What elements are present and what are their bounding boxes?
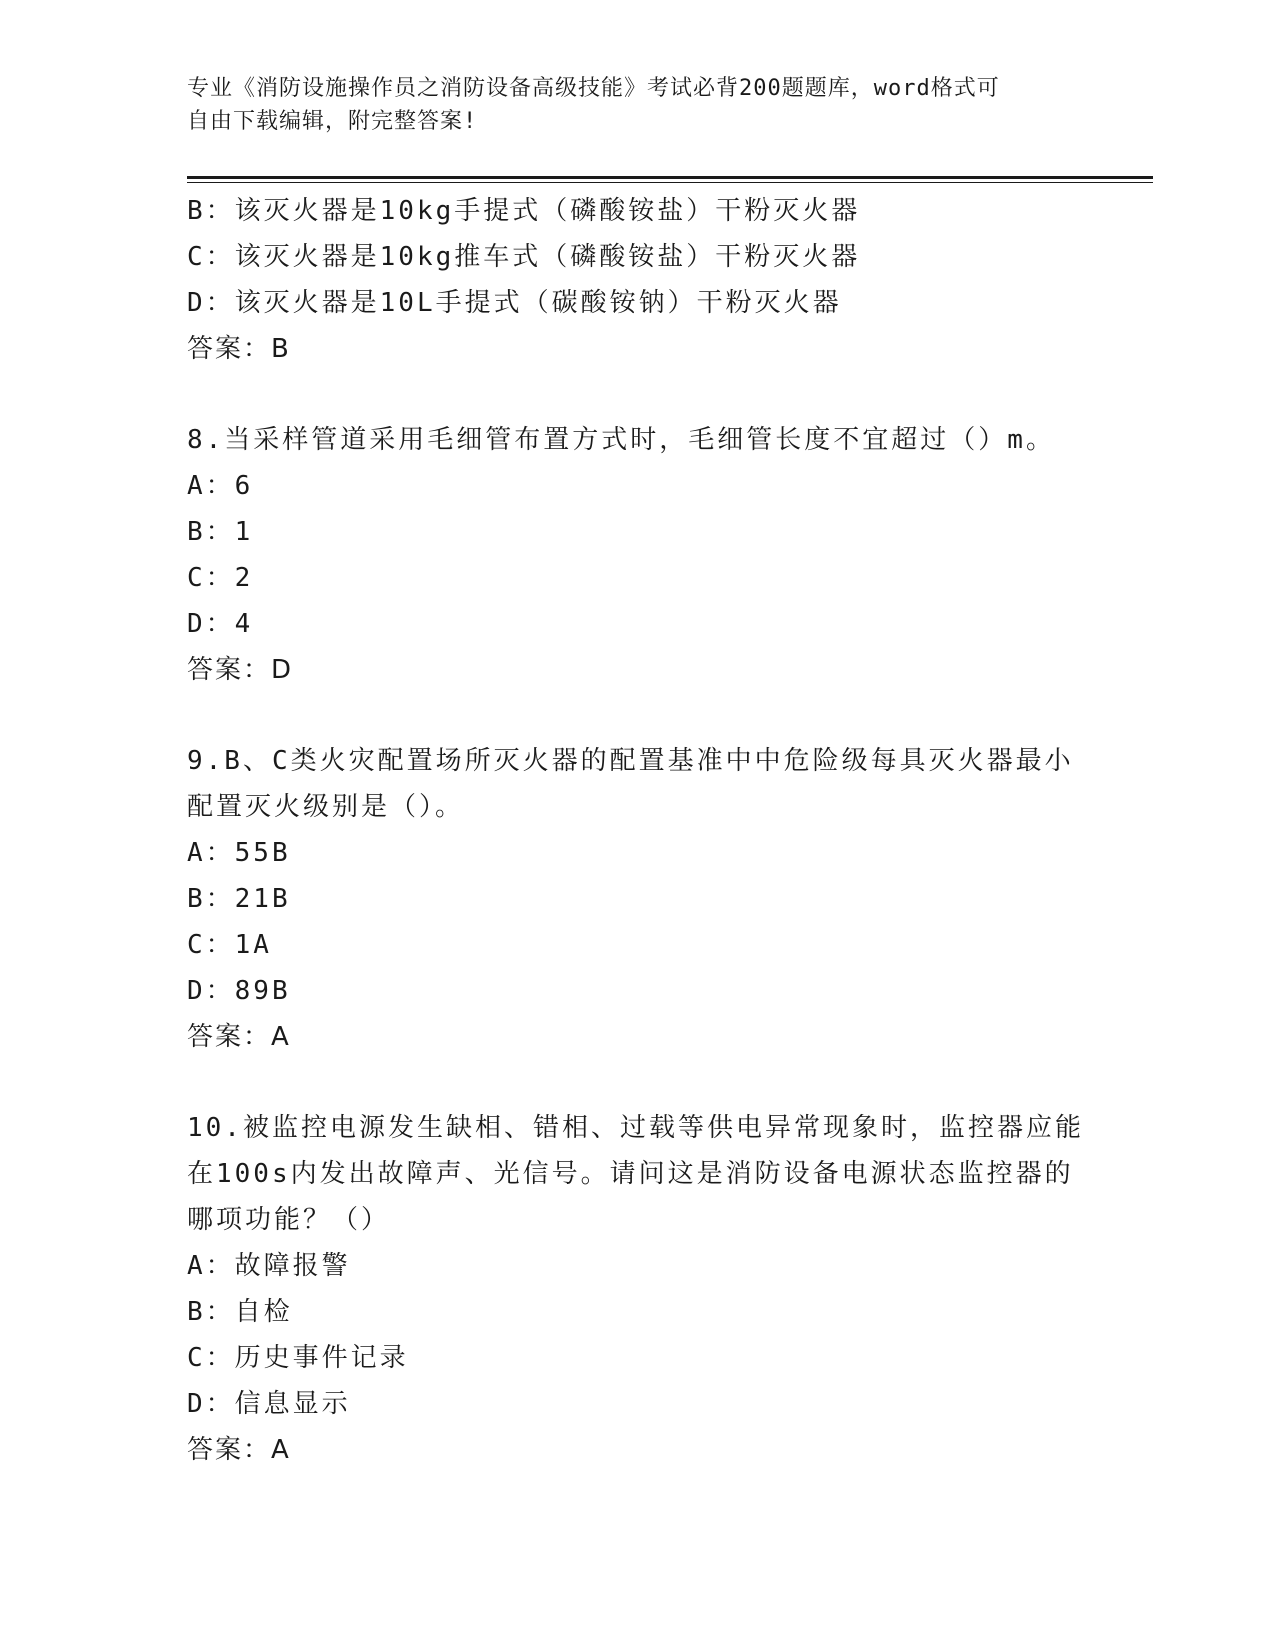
option-d: D：信息显示 — [187, 1389, 351, 1419]
option-c: C：该灭火器是10kg推车式（磷酸铵盐）干粉灭火器 — [187, 242, 861, 272]
question-block-9 — [187, 738, 1087, 1060]
question-list — [187, 188, 1087, 1473]
question-text: 在100s内发出故障声、光信号。请问这是消防设备电源状态监控器的 — [187, 1159, 1074, 1189]
answer-label: 答案：D — [187, 655, 294, 685]
header-divider-thick — [187, 176, 1153, 179]
option-b: B：1 — [187, 517, 254, 547]
header-line-2: 自由下载编辑，附完整答案! — [187, 109, 478, 134]
question-block-10 — [187, 1105, 1087, 1473]
option-d: D：89B — [187, 976, 291, 1006]
option-c: C：历史事件记录 — [187, 1343, 409, 1373]
option-a: A：55B — [187, 838, 291, 868]
question-text: 8.当采样管道采用毛细管布置方式时，毛细管长度不宜超过（）m。 — [187, 425, 1055, 455]
question-text: 9.B、C类火灾配置场所灭火器的配置基准中中危险级每具灭火器最小 — [187, 746, 1074, 776]
question-text: 配置灭火级别是（）。 — [187, 792, 465, 822]
option-a: A：故障报警 — [187, 1251, 351, 1281]
option-a: A：6 — [187, 471, 254, 501]
option-c: C：2 — [187, 563, 254, 593]
header-line-1: 专业《消防设施操作员之消防设备高级技能》考试必背200题题库，word格式可 — [187, 76, 1000, 101]
option-c: C：1A — [187, 930, 272, 960]
option-b: B：自检 — [187, 1297, 293, 1327]
answer-label: 答案：A — [187, 1022, 291, 1052]
option-d: D：4 — [187, 609, 254, 639]
answer-label: 答案：B — [187, 334, 291, 364]
header-divider-thin — [187, 182, 1153, 183]
option-d: D：该灭火器是10L手提式（碳酸铵钠）干粉灭火器 — [187, 288, 842, 318]
answer-label: 答案：A — [187, 1435, 291, 1465]
question-block-7 — [187, 188, 1087, 372]
option-b: B：21B — [187, 884, 291, 914]
question-text: 10.被监控电源发生缺相、错相、过载等供电异常现象时，监控器应能 — [187, 1113, 1084, 1143]
question-text: 哪项功能？（） — [187, 1205, 391, 1235]
question-block-8 — [187, 417, 1087, 693]
option-b: B：该灭火器是10kg手提式（磷酸铵盐）干粉灭火器 — [187, 196, 861, 226]
document-header — [187, 72, 1087, 138]
